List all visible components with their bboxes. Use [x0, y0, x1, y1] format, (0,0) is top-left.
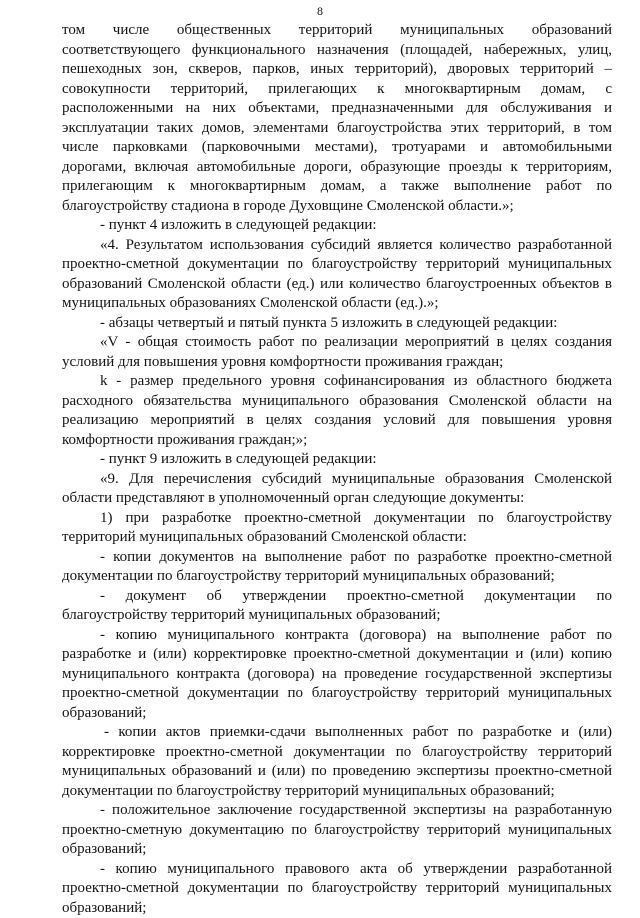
text-line: благоустройству территорий муниципальных образований;: [62, 606, 612, 626]
text-line: том числе общественных территорий муниципальных образований: [62, 21, 612, 41]
text-line: реализацию мероприятий в целях создания условий для повышения уровня: [62, 411, 612, 431]
document-body: [62, 21, 612, 918]
text-line: - пункт 4 изложить в следующей редакции:: [62, 216, 612, 236]
text-line: - пункт 9 изложить в следующей редакции:: [62, 450, 612, 470]
text-line: соответствующего функционального назначения (площадей, набережных, улиц,: [62, 41, 612, 61]
text-line: пешеходных зон, скверов, парков, иных территорий), дворовых территорий –: [62, 60, 612, 80]
text-line: проектно-сметной документации по благоустройству территорий муниципальных: [62, 879, 612, 899]
text-line: проектно-сметной документации по благоустройству территорий муниципальных: [62, 255, 612, 275]
text-line: 1) при разработке проектно-сметной документации по благоустройству: [62, 509, 612, 529]
text-line: документации по благоустройству территорий муниципальных образований;: [62, 567, 612, 587]
text-line: образований;: [62, 704, 612, 724]
text-line: «4. Результатом использования субсидий является количество разработанной: [62, 236, 612, 256]
text-line: разработке и (или) корректировке проектно-сметной документации и (или) копию: [62, 645, 612, 665]
text-line: прилегающим к многоквартирным домам, а также выполнение работ по: [62, 177, 612, 197]
text-line: корректировке проектно-сметной документации по благоустройству территорий: [62, 743, 612, 763]
text-line: расходного обязательства муниципального образования Смоленской области на: [62, 392, 612, 412]
text-line: эксплуатации таких домов, элементами благоустройства этих территорий, в том: [62, 119, 612, 139]
text-line: проектно-сметной документации по благоустройству территорий муниципальных: [62, 684, 612, 704]
text-line: комфортности проживания граждан;»;: [62, 431, 612, 451]
page-number: 8: [0, 4, 640, 19]
text-line: образований;: [62, 899, 612, 918]
text-line: дорогами, включая автомобильные дороги, образующие проезды к территориям,: [62, 158, 612, 178]
text-line: - копию муниципального правового акта об утверждении разработанной: [62, 860, 612, 880]
text-line: муниципальных образованиях Смоленской области (ед.).»;: [62, 294, 612, 314]
text-line: совокупности территорий, прилегающих к многоквартирным домам, с: [62, 80, 612, 100]
text-line: благоустройству стадиона в городе Духовщине Смоленской области.»;: [62, 197, 612, 217]
text-line: области представляют в уполномоченный орган следующие документы:: [62, 489, 612, 509]
text-line: k - размер предельного уровня софинансирования из областного бюджета: [62, 372, 612, 392]
text-line: образований;: [62, 840, 612, 860]
text-line: - копии актов приемки-сдачи выполненных работ по разработке и (или): [62, 723, 612, 743]
text-line: муниципального контракта (договора) на проведение государственной экспертизы: [62, 665, 612, 685]
text-line: образований Смоленской области (ед.) или количество благоустроенных объектов в: [62, 275, 612, 295]
text-line: - копию муниципального контракта (договора) на выполнение работ по: [62, 626, 612, 646]
text-line: территорий муниципальных образований Смоленской области:: [62, 528, 612, 548]
text-line: муниципальных образований и (или) по проведению экспертизы проектно-сметной: [62, 762, 612, 782]
text-line: «9. Для перечисления субсидий муниципальные образования Смоленской: [62, 470, 612, 490]
text-line: проектно-сметную документацию по благоустройству территорий муниципальных: [62, 821, 612, 841]
text-line: - документ об утверждении проектно-сметной документации по: [62, 587, 612, 607]
text-line: - абзацы четвертый и пятый пункта 5 изложить в следующей редакции:: [62, 314, 612, 334]
text-line: условий для повышения уровня комфортности проживания граждан;: [62, 353, 612, 373]
text-line: - положительное заключение государственной экспертизы на разработанную: [62, 801, 612, 821]
text-line: расположенными на них объектами, предназначенными для обслуживания и: [62, 99, 612, 119]
text-line: числе парковками (парковочными местами), тротуарами и автомобильными: [62, 138, 612, 158]
text-line: - копии документов на выполнение работ по разработке проектно-сметной: [62, 548, 612, 568]
text-line: «V - общая стоимость работ по реализации мероприятий в целях создания: [62, 333, 612, 353]
text-line: документации по благоустройству территорий муниципальных образований;: [62, 782, 612, 802]
